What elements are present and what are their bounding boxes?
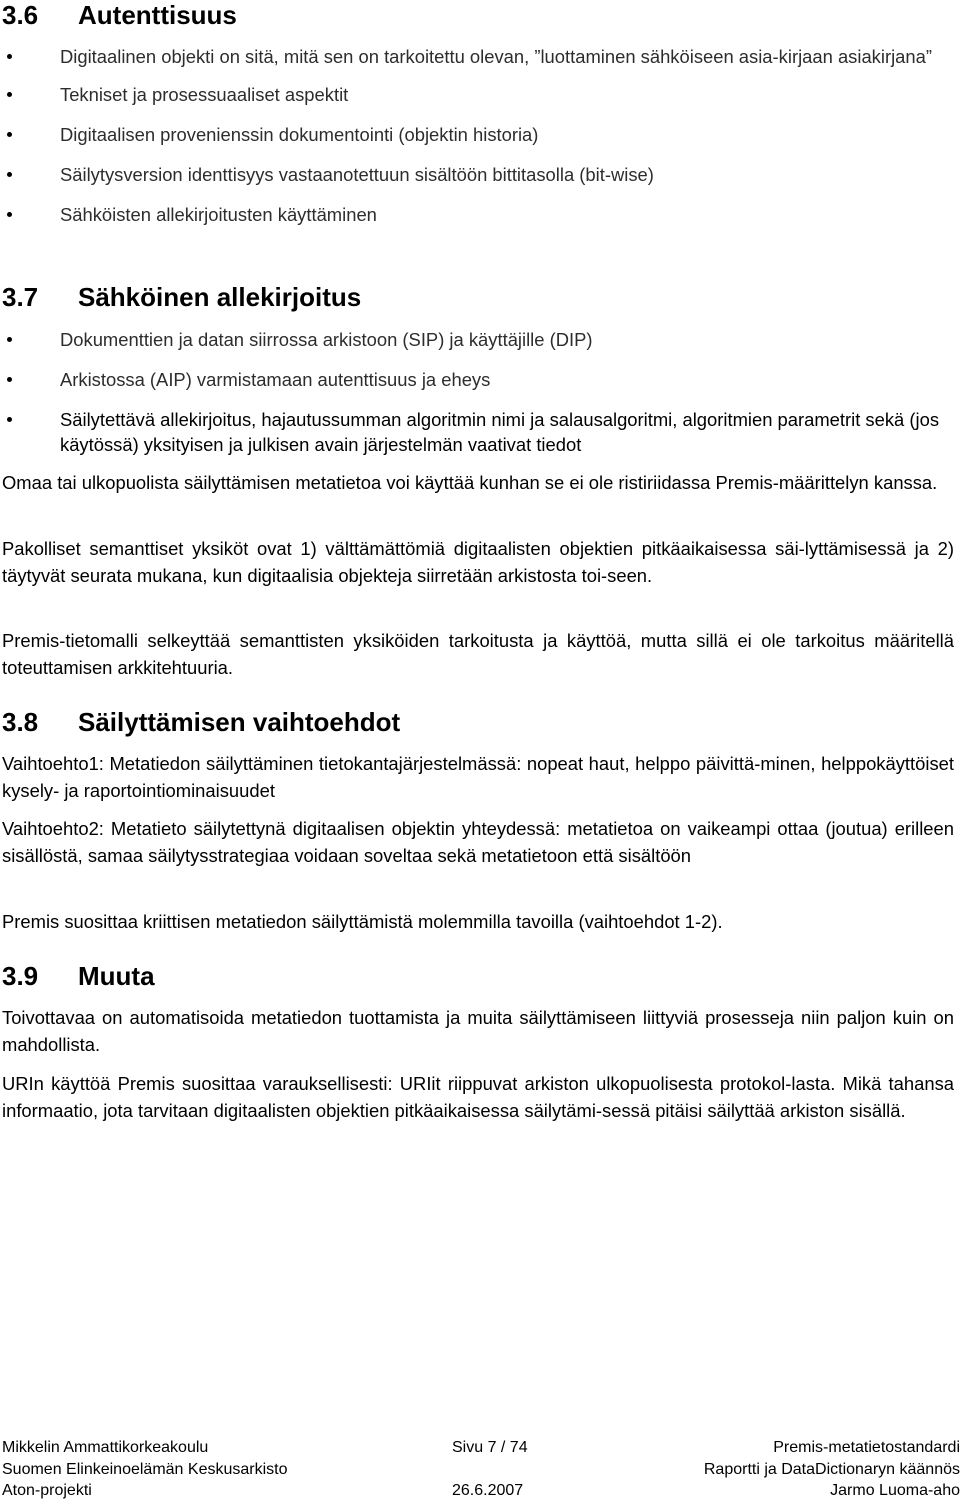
paragraph: Omaa tai ulkopuolista säilyttämisen metatietoa voi käyttää kunhan se ei ole ristiriidassa Premis-määrittelyn kanssa. bbox=[2, 472, 938, 493]
list-item: Digitaalisen provenienssin dokumentointi (objektin historia) bbox=[0, 122, 960, 147]
heading-title: Säilyttämisen vaihtoehdot bbox=[78, 707, 401, 737]
page-footer bbox=[0, 1437, 960, 1502]
list-item: Tekniset ja prosessuaaliset aspektit bbox=[0, 82, 960, 107]
heading-3-9 bbox=[2, 961, 155, 991]
footer-center: 26.6.2007 bbox=[452, 1482, 524, 1499]
footer-row bbox=[0, 1437, 960, 1459]
footer-right: Raportti ja DataDictionaryn käännös bbox=[703, 1460, 960, 1478]
bullet-icon bbox=[7, 212, 12, 217]
bullet-icon bbox=[7, 377, 12, 382]
footer-left: Mikkelin Ammattikorkeakoulu bbox=[2, 1439, 209, 1456]
list-item: Dokumenttien ja datan siirrossa arkistoon (SIP) ja käyttäjille (DIP) bbox=[0, 327, 960, 352]
heading-3-6 bbox=[2, 0, 237, 30]
bullet-icon bbox=[7, 54, 12, 59]
paragraph: Pakolliset semanttiset yksiköt ovat 1) välttämättömiä digitaalisten objektien pitkäaikaisessa säi-lyttämisessä ja 2) täytyvät seurata mukana, kun digitaalisia objekteja siirretään arkistosta toi-seen. bbox=[2, 538, 954, 586]
list-item: Digitaalinen objekti on sitä, mitä sen on tarkoitettu olevan, ”luottaminen sähköiseen asia-kirjaan asiakirjana” bbox=[0, 44, 960, 69]
list-item: Säilytysversion identtisyys vastaanotettuun sisältöön bittitasolla (bit-wise) bbox=[0, 162, 960, 187]
heading-number: 3.9 bbox=[2, 961, 39, 991]
list-item: Arkistossa (AIP) varmistamaan autenttisuus ja eheys bbox=[0, 367, 960, 392]
bullet-icon bbox=[7, 337, 12, 342]
heading-3-8 bbox=[2, 707, 400, 737]
footer-left: Suomen Elinkeinoelämän Keskusarkisto bbox=[2, 1460, 288, 1478]
footer-left: Aton-projekti bbox=[2, 1482, 92, 1499]
paragraph: Premis suosittaa kriittisen metatiedon säilyttämistä molemmilla tavoilla (vaihtoehdot 1-2). bbox=[2, 911, 723, 932]
paragraph: Toivottavaa on automatisoida metatiedon tuottamista ja muita säilyttämiseen liittyviä prosesseja niin paljon kuin on mahdollista. bbox=[2, 1007, 954, 1055]
paragraph: URIn käyttöä Premis suosittaa varauksellisesti: URIit riippuvat arkiston ulkopuolisesta protokol-lasta. Mikä tahansa informaatio, jota tarvitaan digitaalisten objektien pitkäaikaisessa säilytämi-sessä pitäisi säilyttää arkiston sisällä. bbox=[2, 1073, 954, 1121]
heading-number: 3.7 bbox=[2, 282, 39, 312]
heading-title: Sähköinen allekirjoitus bbox=[78, 282, 362, 312]
paragraph: Vaihtoehto1: Metatiedon säilyttäminen tietokantajärjestelmässä: nopeat haut, helppo päivittä-minen, helppokäyttöiset kysely- ja raportointiominaisuudet bbox=[2, 753, 954, 801]
bullet-list-3-6 bbox=[0, 44, 960, 227]
heading-number: 3.6 bbox=[2, 0, 39, 30]
bullet-icon bbox=[7, 132, 12, 137]
list-item: Säilytettävä allekirjoitus, hajautussumman algoritmin nimi ja salausalgoritmi, algoritmien parametrit sekä (jos käytössä) yksityisen ja julkisen avain järjestelmän vaativat tiedot bbox=[0, 407, 960, 457]
paragraph: Premis-tietomalli selkeyttää semanttisten yksiköiden tarkoitusta ja käyttöä, mutta sillä ei ole tarkoitus määritellä toteuttamisen arkkitehtuuria. bbox=[2, 630, 954, 678]
heading-title: Autenttisuus bbox=[78, 0, 237, 30]
bullet-list-3-7 bbox=[0, 327, 960, 457]
footer-right: Jarmo Luoma-aho bbox=[830, 1482, 960, 1499]
list-item: Sähköisten allekirjoitusten käyttäminen bbox=[0, 202, 960, 227]
heading-number: 3.8 bbox=[2, 707, 39, 737]
bullet-icon bbox=[7, 417, 12, 422]
heading-3-7 bbox=[2, 282, 361, 312]
heading-title: Muuta bbox=[78, 961, 155, 991]
footer-row bbox=[0, 1480, 960, 1502]
footer-right: Premis-metatietostandardi bbox=[773, 1439, 960, 1456]
footer-center: Sivu 7 / 74 bbox=[452, 1439, 528, 1456]
footer-row bbox=[0, 1459, 960, 1481]
bullet-icon bbox=[7, 92, 12, 97]
bullet-icon bbox=[7, 172, 12, 177]
paragraph: Vaihtoehto2: Metatieto säilytettynä digitaalisen objektin yhteydessä: metatietoa on vaikeampi ottaa (joutua) erilleen sisällöstä, samaa säilytysstrategiaa voidaan soveltaa sekä metatietoon että sisältöön bbox=[2, 818, 954, 866]
